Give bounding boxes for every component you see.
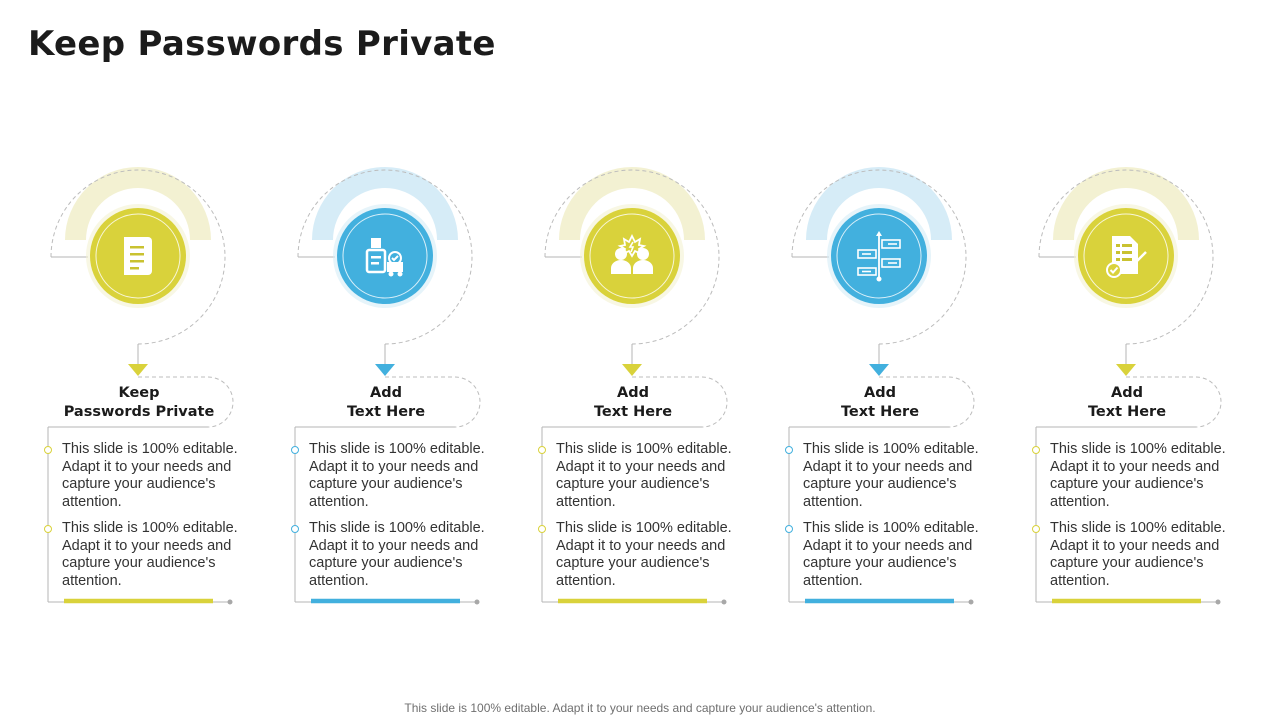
column-heading-line: Text Here (1087, 404, 1167, 420)
end-dot (969, 600, 974, 605)
bullet-dot (538, 446, 546, 454)
bullet-text: This slide is 100% editable. Adapt it to your needs and capture your audience's attention. (62, 520, 238, 589)
bullet-text: This slide is 100% editable. Adapt it to your needs and capture your audience's attention. (309, 520, 485, 589)
bullet-dot (785, 525, 793, 533)
column-heading-line: Passwords Private (63, 404, 215, 420)
column-heading-line: Add (617, 385, 649, 401)
arrow-head (375, 364, 395, 376)
bullet-dot (291, 446, 299, 454)
step-column (48, 160, 248, 620)
bullet-dot (291, 525, 299, 533)
arrow-head (622, 364, 642, 376)
bullet-dot (44, 446, 52, 454)
bullet-text: This slide is 100% editable. Adapt it to your needs and capture your audience's attention. (803, 441, 979, 510)
column-heading (803, 384, 957, 422)
arrow-head (128, 364, 148, 376)
bullet-dot (44, 525, 52, 533)
step-column (542, 160, 742, 620)
bullet-text: This slide is 100% editable. Adapt it to your needs and capture your audience's attention. (1050, 520, 1226, 589)
column-heading (1050, 384, 1204, 422)
end-dot (228, 600, 233, 605)
column-heading-line: Add (1111, 385, 1143, 401)
column-heading-line: Text Here (840, 404, 920, 420)
bullet-dot (785, 446, 793, 454)
bullet-dot (1032, 446, 1040, 454)
end-dot (1216, 600, 1221, 605)
column-heading-line: Add (370, 385, 402, 401)
end-dot (475, 600, 480, 605)
slide-title: Keep Passwords Private (28, 24, 496, 64)
step-column (789, 160, 989, 620)
bullet-text: This slide is 100% editable. Adapt it to your needs and capture your audience's attention. (62, 441, 238, 510)
arrow-head (869, 364, 889, 376)
arrow-head (1116, 364, 1136, 376)
bullet-dot (538, 525, 546, 533)
end-dot (722, 600, 727, 605)
column-heading (556, 384, 710, 422)
column-heading-line: Text Here (346, 404, 426, 420)
document-scroll-icon (124, 237, 152, 275)
step-column (295, 160, 495, 620)
column-heading-line: Text Here (593, 404, 673, 420)
footer-note: This slide is 100% editable. Adapt it to your needs and capture your audience's attention. (404, 701, 876, 715)
bullet-text: This slide is 100% editable. Adapt it to your needs and capture your audience's attention. (1050, 441, 1226, 510)
bullet-text: This slide is 100% editable. Adapt it to your needs and capture your audience's attention. (556, 441, 732, 510)
step-column (1036, 160, 1236, 620)
bullet-dot (1032, 525, 1040, 533)
bullet-text: This slide is 100% editable. Adapt it to your needs and capture your audience's attention. (556, 520, 732, 589)
column-heading (309, 384, 463, 422)
column-heading (62, 384, 216, 422)
bullet-text: This slide is 100% editable. Adapt it to your needs and capture your audience's attention. (309, 441, 485, 510)
column-heading-line: Keep (118, 385, 160, 401)
column-heading-line: Add (864, 385, 896, 401)
bullet-text: This slide is 100% editable. Adapt it to your needs and capture your audience's attention. (803, 520, 979, 589)
